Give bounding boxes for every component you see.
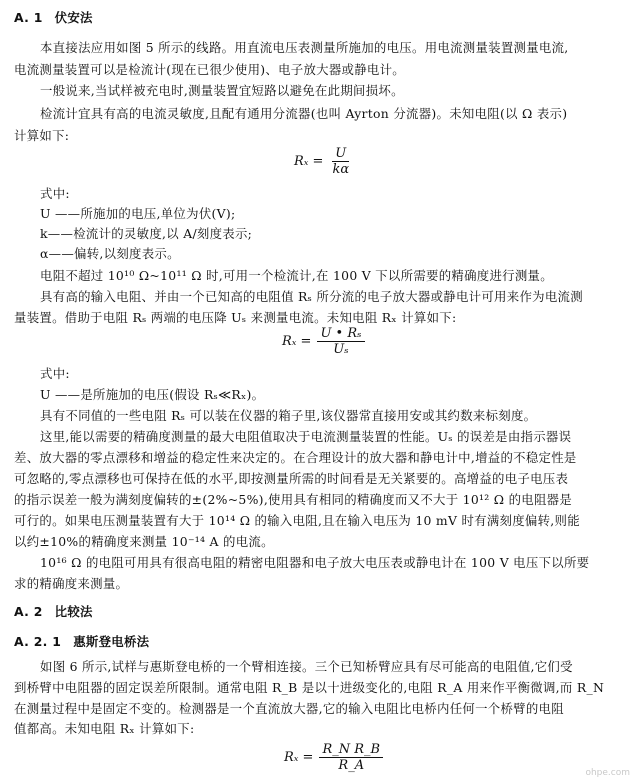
section-title: 伏安法 xyxy=(54,10,93,25)
section-number: A. 2 xyxy=(14,604,43,619)
paragraph-line: 到桥臂中电阻器的固定误差所限制。通常电阻 R_B 是以十进级变化的,电阻 R_A 用来作平衡微调,而 R_N xyxy=(14,680,605,695)
formula-denominator: R_A xyxy=(338,758,365,773)
paragraph-line: 计算如下: xyxy=(14,128,70,143)
section-number: A. 1 xyxy=(14,10,43,25)
paragraph-line: 以约±10%的精确度来测量 10⁻¹⁴ A 的电流。 xyxy=(14,534,274,549)
paragraph-line: 在测量过程中是固定不变的。检测器是一个直流放大器,它的输入电阻比电桥内任何一个桥臂的电阻 xyxy=(14,701,564,716)
paragraph-line: 电流测量装置可以是检流计(现在已很少使用)、电子放大器或静电计。 xyxy=(14,62,405,77)
formula-numerator: R_N R_B xyxy=(319,742,383,758)
paragraph-line: 这里,能以需要的精确度测量的最大电阻值取决于电流测量装置的性能。Uₛ 的误差是由指示器误 xyxy=(40,429,572,444)
definition-line: α——偏转,以刻度表示。 xyxy=(40,246,180,261)
formula-fraction xyxy=(319,742,383,773)
section-title: 比较法 xyxy=(54,604,93,619)
paragraph-line: 电阻不超过 10¹⁰ Ω~10¹¹ Ω 时,可用一个检流计,在 100 V 下以所需要的精确度进行测量。 xyxy=(40,268,553,283)
formula-lhs: Rₓ = xyxy=(282,334,312,349)
paragraph-line: 式中: xyxy=(40,186,70,201)
formula-lhs: Rₓ = xyxy=(294,154,324,169)
section-title: 惠斯登电桥法 xyxy=(73,634,150,649)
definition-line: k——检流计的灵敏度,以 A/刻度表示; xyxy=(40,226,253,241)
paragraph-line: 量装置。借助于电阻 Rₛ 两端的电压降 Uₛ 来测量电流。未知电阻 Rₓ 计算如下: xyxy=(14,310,457,325)
formula-denominator: kα xyxy=(332,162,350,177)
paragraph-line: 具有高的输入电阻、并由一个已知高的电阻值 Rₛ 所分流的电子放大器或静电计可用来作为电流测 xyxy=(40,289,583,304)
section-number: A. 2. 1 xyxy=(14,634,62,649)
paragraph-line: 的指示误差一般为满刻度偏转的±(2%~5%),使用具有相同的精确度而又不大于 10¹² Ω 的电阻器是 xyxy=(14,492,573,507)
paragraph-line: 具有不同值的一些电阻 Rₛ 可以装在仪器的箱子里,该仪器常直接用安或其约数来标刻度。 xyxy=(40,408,537,423)
paragraph-line: 一般说来,当试样被充电时,测量装置宜短路以避免在此期间损坏。 xyxy=(40,83,404,98)
formula-denominator: Uₛ xyxy=(333,342,349,357)
paragraph-line: 求的精确度来测量。 xyxy=(14,576,129,591)
watermark: ohpe.com xyxy=(585,768,630,778)
section-heading-a1 xyxy=(14,10,634,26)
paragraph-line: 式中: xyxy=(40,366,70,381)
formula-numerator: U xyxy=(332,146,349,162)
formula-numerator: U • Rₛ xyxy=(317,326,364,342)
definition-line: U ——是所施加的电压(假设 Rₛ≪Rₓ)。 xyxy=(40,387,265,402)
definition-line: U ——所施加的电压,单位为伏(V); xyxy=(40,206,236,221)
formula-fraction xyxy=(317,326,364,357)
formula-rx-galvanometer xyxy=(294,146,352,177)
section-heading-a21 xyxy=(14,634,634,650)
paragraph-line: 可行的。如果电压测量装置有大于 10¹⁴ Ω 的输入电阻,且在输入电压为 10 mV 时有满刻度偏转,则能 xyxy=(14,513,580,528)
paragraph-line: 值都高。未知电阻 Rₓ 计算如下: xyxy=(14,721,195,736)
paragraph-line: 本直接法应用如图 5 所示的线路。用直流电压表测量所施加的电压。用电流测量装置测量电流, xyxy=(40,40,569,55)
paragraph-line: 可忽略的,零点漂移也可保持在低的水平,即按测量所需的时间看是无关紧要的。高增益的电子电压表 xyxy=(14,471,569,486)
formula-fraction xyxy=(329,146,352,177)
paragraph-line: 差、放大器的零点漂移和增益的稳定性来决定的。在合理设计的放大器和静电计中,增益的不稳定性是 xyxy=(14,450,577,465)
formula-rx-amplifier xyxy=(282,326,365,357)
formula-rx-wheatstone xyxy=(284,742,383,773)
paragraph-line: 检流计宜具有高的电流灵敏度,且配有通用分流器(也叫 Ayrton 分流器)。未知电阻(以 Ω 表示) xyxy=(40,106,568,121)
formula-lhs: Rₓ = xyxy=(284,750,314,765)
paragraph-line: 10¹⁶ Ω 的电阻可用具有很高电阻的精密电阻器和电子放大电压表或静电计在 100 V 电压下以所要 xyxy=(40,555,590,570)
paragraph-line: 如图 6 所示,试样与惠斯登电桥的一个臂相连接。三个已知桥臂应具有尽可能高的电阻值,它们受 xyxy=(40,659,573,674)
section-heading-a2 xyxy=(14,604,634,620)
